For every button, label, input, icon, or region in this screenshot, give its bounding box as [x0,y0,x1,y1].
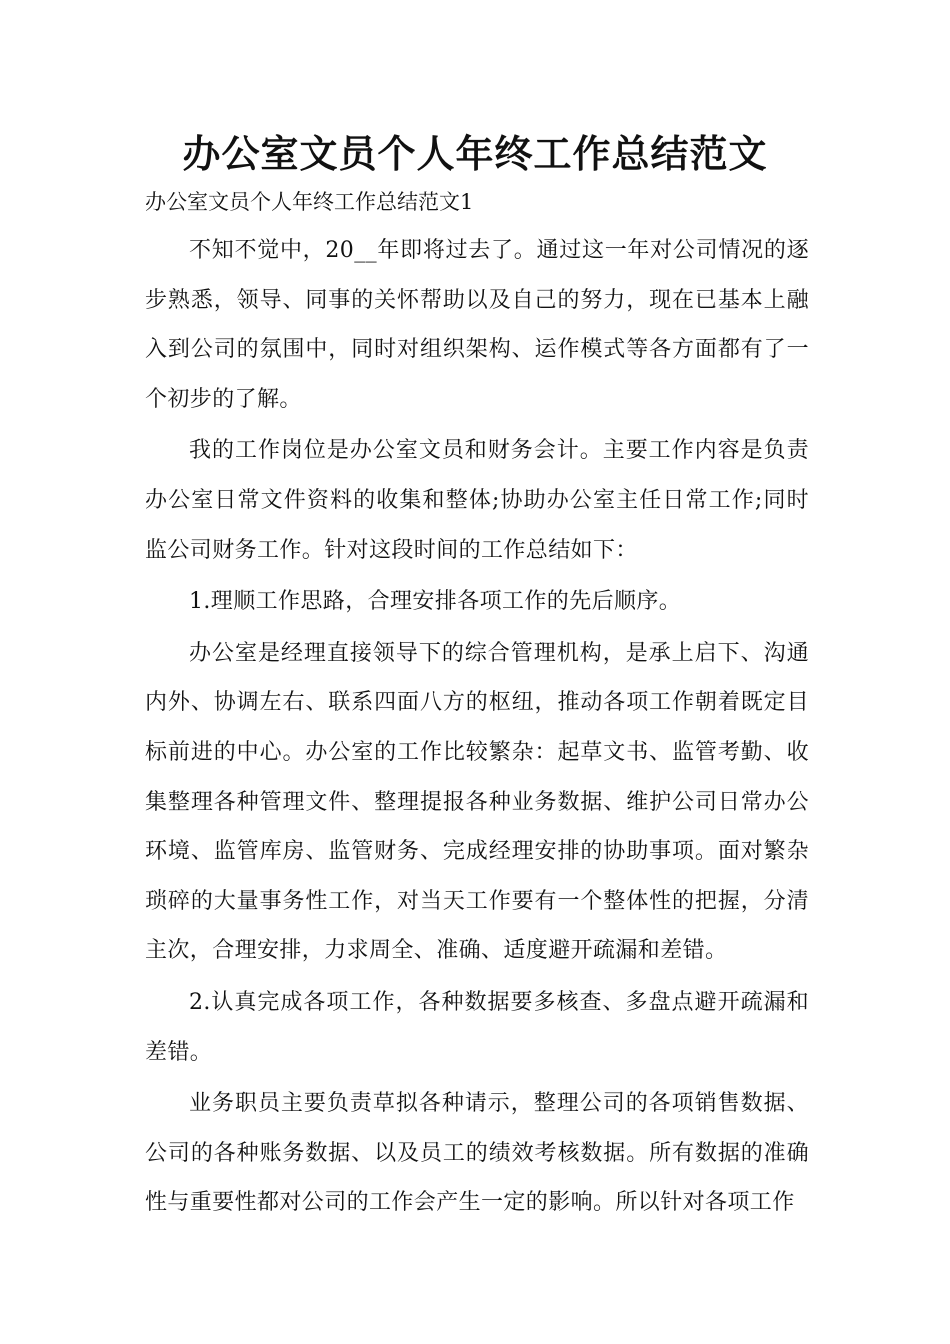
document-subtitle: 办公室文员个人年终工作总结范文1 [145,190,474,214]
paragraph: 办公室是经理直接领导下的综合管理机构，是承上启下、沟通内外、协调左右、联系四面八方的枢纽，推动各项工作朝着既定目标前进的中心。办公室的工作比较繁杂：起草文书、监管考勤、收集整理各种管理文件、整理提报各种业务数据、维护公司日常办公环境、监管库房、监管财务、完成经理安排的协助事项。面对繁杂琐碎的大量事务性工作，对当天工作要有一个整体性的把握，分清主次，合理安排，力求周全、准确、适度避开疏漏和差错。 [145,640,809,964]
paragraph: 我的工作岗位是办公室文员和财务会计。主要工作内容是负责办公室日常文件资料的收集和整体;协助办公室主任日常工作;同时监公司财务工作。针对这段时间的工作总结如下： [145,438,809,563]
paragraph: 业务职员主要负责草拟各种请示，整理公司的各项销售数据、公司的各种账务数据、以及员工的绩效考核数据。所有数据的准确性与重要性都对公司的工作会产生一定的影响。所以针对各项工作 [145,1091,809,1216]
document-body [145,226,809,1230]
paragraph: 2.认真完成各项工作，各种数据要多核查、多盘点避开疏漏和差错。 [145,989,809,1065]
paragraph: 不知不觉中，20__年即将过去了。通过这一年对公司情况的逐步熟悉，领导、同事的关怀帮助以及自己的努力，现在已基本上融入到公司的氛围中，同时对组织架构、运作模式等各方面都有了一个初步的了解。 [145,238,809,412]
paragraph: 1.理顺工作思路，合理安排各项工作的先后顺序。 [189,589,682,615]
document-title: 办公室文员个人年终工作总结范文 [182,132,768,176]
